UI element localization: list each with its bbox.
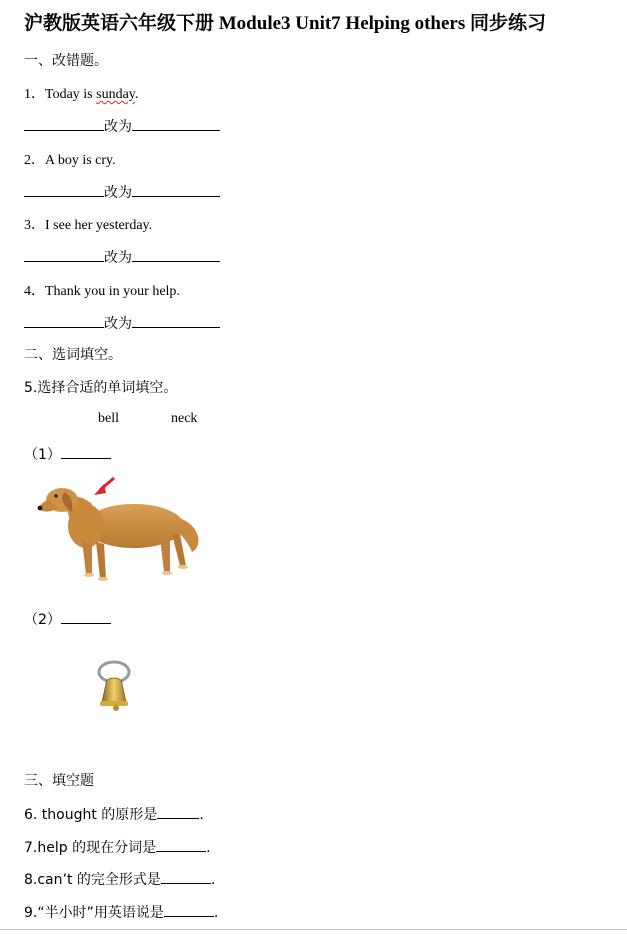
item-1-blank[interactable] — [61, 446, 111, 459]
question-3-text: I see her yesterday. — [45, 218, 153, 233]
question-5-instruction: 5.选择合适的单词填空。 — [24, 380, 178, 396]
question-4-number: 4． — [24, 284, 45, 299]
question-6-blank[interactable] — [157, 806, 199, 819]
question-8 — [24, 869, 215, 889]
answer-line-1 — [24, 116, 220, 136]
bell-image — [92, 658, 136, 714]
answer-line-2 — [24, 182, 220, 202]
item-2-label: （2） — [24, 612, 61, 628]
question-2-number: 2． — [24, 153, 45, 168]
red-arrow-icon — [94, 478, 114, 495]
section2-heading: 二、选词填空。 — [24, 347, 122, 363]
item-1 — [24, 444, 111, 464]
question-2 — [24, 149, 116, 169]
question-9-text: 9.“半小时”用英语说是 — [24, 905, 164, 921]
question-2-text: A boy is cry. — [45, 153, 116, 168]
answer-1-correct-blank[interactable] — [132, 118, 220, 131]
question-9 — [24, 902, 218, 922]
answer-line-3 — [24, 247, 220, 267]
answer-4-correct-blank[interactable] — [132, 315, 220, 328]
question-7-text: 7.help 的现在分词是 — [24, 840, 157, 856]
question-8-end: . — [210, 872, 216, 888]
item-2 — [24, 609, 111, 629]
question-9-end: . — [213, 905, 219, 921]
question-7-blank[interactable] — [156, 839, 206, 852]
change-to-label: 改为 — [104, 250, 132, 266]
page-bottom-divider — [0, 929, 627, 930]
answer-2-wrong-blank[interactable] — [24, 184, 104, 197]
question-6 — [24, 804, 204, 824]
question-6-text: 6. thought 的原形是 — [24, 807, 158, 823]
question-1-error-word: sunday — [96, 87, 135, 102]
answer-4-wrong-blank[interactable] — [24, 315, 104, 328]
word-option-neck: neck — [171, 411, 198, 426]
dog-image — [34, 474, 206, 586]
change-to-label: 改为 — [104, 119, 132, 135]
question-4-text: Thank you in your help. — [45, 284, 180, 299]
section3-heading: 三、填空题 — [24, 773, 94, 789]
question-9-blank[interactable] — [164, 904, 214, 917]
answer-1-wrong-blank[interactable] — [24, 118, 104, 131]
item-1-label: （1） — [24, 447, 61, 463]
question-7 — [24, 837, 211, 857]
question-4 — [24, 280, 180, 300]
question-3-number: 3． — [24, 218, 45, 233]
question-1-end: . — [134, 87, 139, 102]
answer-line-4 — [24, 313, 220, 333]
answer-2-correct-blank[interactable] — [132, 184, 220, 197]
section1-heading: 一、改错题。 — [24, 53, 108, 69]
question-8-blank[interactable] — [161, 871, 211, 884]
answer-3-correct-blank[interactable] — [132, 249, 220, 262]
answer-3-wrong-blank[interactable] — [24, 249, 104, 262]
document-title: 沪教版英语六年级下册 Module3 Unit7 Helping others 同步练习 — [24, 13, 546, 34]
question-1-text: Today is — [45, 87, 97, 102]
question-1-number: 1． — [24, 87, 45, 102]
item-2-blank[interactable] — [61, 611, 111, 624]
change-to-label: 改为 — [104, 185, 132, 201]
word-option-bell: bell — [98, 411, 119, 426]
question-3 — [24, 214, 152, 234]
change-to-label: 改为 — [104, 316, 132, 332]
question-6-end: . — [199, 807, 204, 823]
question-8-text: 8.can’t 的完全形式是 — [24, 872, 161, 888]
question-1 — [24, 83, 138, 103]
question-7-end: . — [206, 840, 211, 856]
